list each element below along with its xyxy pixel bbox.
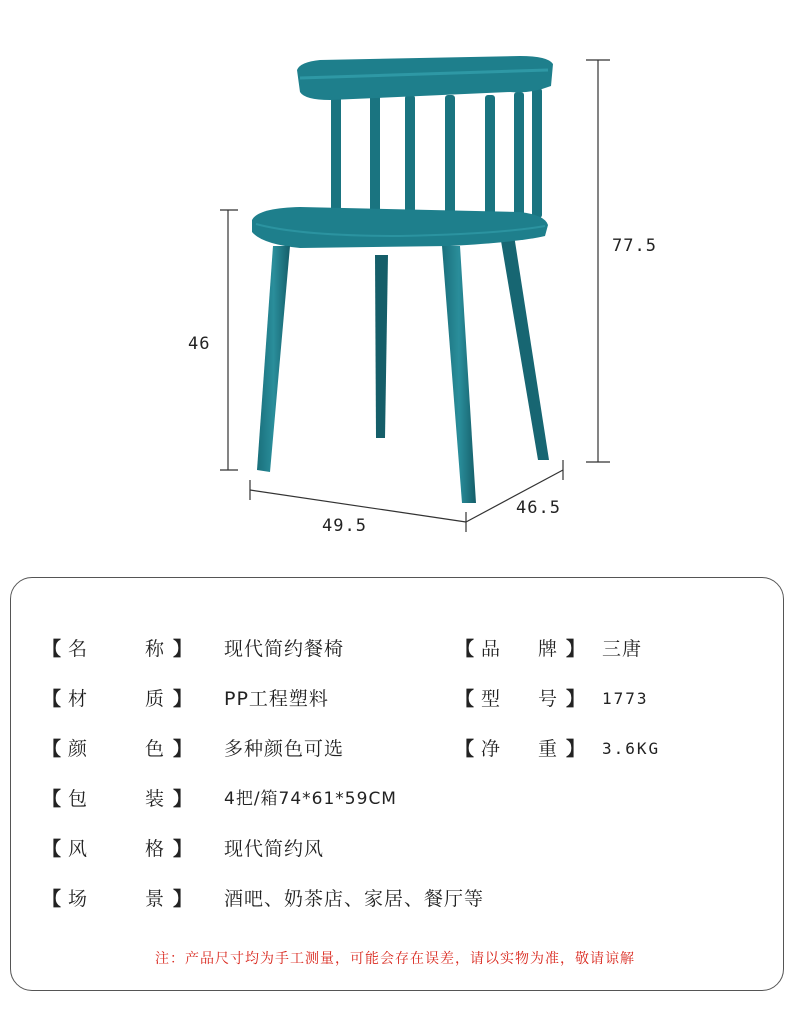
chair-front-leg-left	[257, 246, 290, 472]
spec-value: 4把/箱74*61*59CM	[224, 789, 397, 809]
spec-key: 净重	[481, 738, 559, 760]
spec-value: 酒吧、奶茶店、家居、餐厅等	[224, 888, 485, 910]
spec-label: 【 风格 】	[42, 835, 192, 863]
chair-seat	[252, 207, 548, 248]
spec-key: 包装	[68, 788, 166, 810]
dimension-seat-height: 46	[188, 334, 211, 354]
spec-key: 颜色	[68, 738, 166, 760]
spec-key: 场景	[68, 888, 166, 910]
spec-label: 【 净重 】	[455, 735, 585, 763]
chair-back-leg-left	[375, 255, 388, 438]
spec-label: 【 包装 】	[42, 785, 192, 813]
spec-label: 【 型号 】	[455, 685, 585, 713]
spec-value: 3.6KG	[602, 739, 661, 758]
spec-value: 1773	[602, 689, 649, 708]
spec-value: 三唐	[602, 638, 643, 660]
spec-label: 【 颜色 】	[42, 735, 192, 763]
dimension-height-total: 77.5	[612, 236, 657, 256]
measurement-disclaimer: 注：产品尺寸均为手工测量，可能会存在误差，请以实物为准，敬请谅解	[155, 951, 635, 967]
spec-label: 【 品牌 】	[455, 635, 585, 663]
chair-front-leg-right	[442, 246, 476, 503]
spec-value: 现代简约餐椅	[224, 638, 345, 660]
spec-key: 品牌	[481, 638, 559, 660]
chair-back-leg-right	[500, 235, 549, 460]
spec-key: 材质	[68, 688, 166, 710]
spec-value: 多种颜色可选	[224, 738, 345, 760]
spec-label: 【 名称 】	[42, 635, 192, 663]
spec-value: PP工程塑料	[224, 688, 329, 710]
spec-label: 【 材质 】	[42, 685, 192, 713]
spec-key: 型号	[481, 688, 559, 710]
spec-label: 【 场景 】	[42, 885, 192, 913]
spec-value: 现代简约风	[224, 838, 325, 860]
dimension-width: 49.5	[322, 516, 367, 536]
spec-key: 风格	[68, 838, 166, 860]
chair-spindles	[331, 88, 542, 220]
spec-key: 名称	[68, 638, 166, 660]
dimension-depth: 46.5	[516, 498, 561, 518]
